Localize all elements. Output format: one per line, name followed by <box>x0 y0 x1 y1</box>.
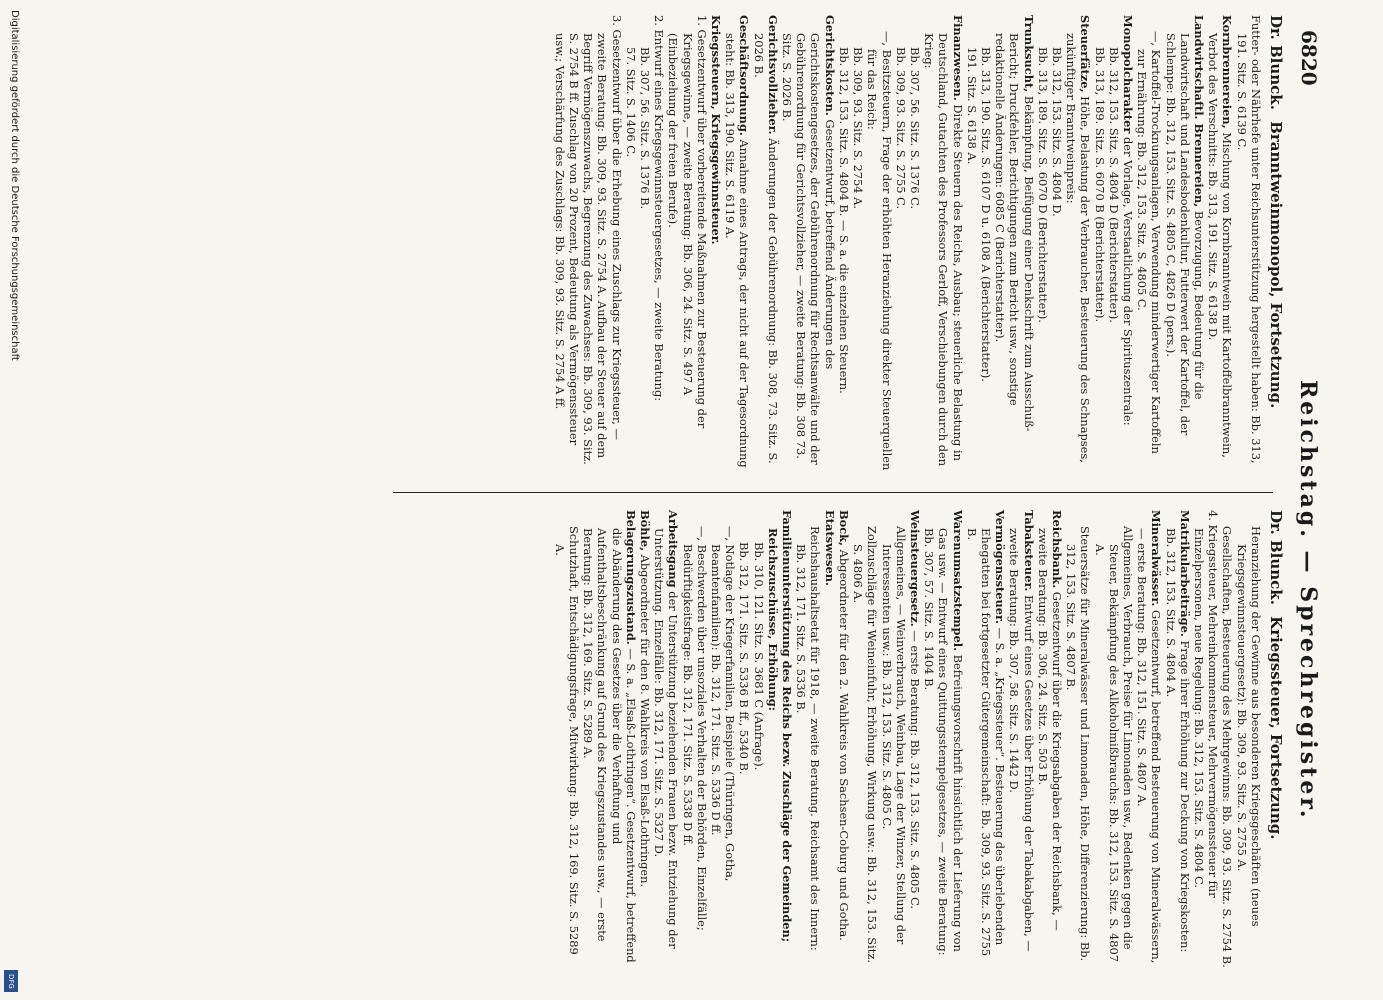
entry-text: Bb. 310, 121. Sitz. S. 3681 C (Anfrage). <box>751 542 766 771</box>
entry-text: —, Beschwerden über unsoziales Verhalten der Behörden, Einzelfälle; Bedürftigkeitsfrage: Bb. 312, 171. Sitz. S. 5338 D ff. <box>680 526 709 931</box>
entry-text: —, Notlage der Kriegerfamilien, Beispiele (Thüringen, Gotha, Beamtenfamilien): Bb. 312, 171. Sitz. S. 5336 D ff. <box>709 526 738 882</box>
entry-text: Bb. 307, 56. Sitz. S. 1376 C. <box>907 47 922 210</box>
speaker-name: Dr. Blunck. <box>1267 15 1285 110</box>
index-entry <box>908 510 922 970</box>
entry-text: Bb. 307, 56. Sitz. S. 1376 B. <box>638 47 653 210</box>
index-entry <box>1036 15 1050 475</box>
entry-text: 57. Sitz. S. 1406 C. <box>623 47 638 158</box>
entry-keyword: Landwirtschaftl. Brennereien, <box>1191 15 1206 208</box>
entry-keyword: Finanzwesen. <box>950 15 965 101</box>
entry-text: 1. Gesetzentwurf über vorbereitende Maßnahmen zur Besteuerung der Kriegsgewinne, — zweite Beratung: Bb. 306, 24. Sitz. S. 497 A (Einbeziehung der freien Berufe). <box>666 15 709 429</box>
index-entry <box>823 510 837 970</box>
right-entry-list <box>553 510 1263 970</box>
index-entry <box>666 15 709 475</box>
index-entry <box>624 15 638 475</box>
entry-keyword: Gerichtsvollzieher. <box>765 15 780 135</box>
index-entry <box>837 510 851 970</box>
index-entry <box>652 15 666 475</box>
topic-title: Kriegssteuer, Fortsetzung. <box>1267 616 1285 840</box>
page-number: 6820 <box>1297 30 1321 86</box>
index-entry <box>908 15 922 475</box>
entry-text: Reichshaushaltsetat für 1918, — zweite Beratung. Reichsamt des Innern: Bb. 312, 171. Sitz. S. 5336 B. <box>794 526 823 951</box>
entry-text: —, Kartoffel-Trocknungsanlagen, Verwendung minderwertiger Kartoffeln zur Ernährung: Bb. 312, 153. Sitz. S. 4805 C. <box>1135 31 1164 454</box>
index-entry <box>680 510 708 970</box>
entry-text: Bb. 313, 189. Sitz. S. 6070 B (Berichterstatter). <box>1092 47 1107 323</box>
entry-text: der Vorlage, Verstaatlichung der Spirituszentrale: <box>1120 133 1135 426</box>
entry-keyword: Böhle, <box>638 510 653 552</box>
index-entry <box>1007 510 1035 970</box>
running-title: Reichstag. — Sprechregister. <box>1295 380 1321 821</box>
entry-text: Allgemeines, Verbrauch, Preise für Limonaden usw., Bedenken gegen die Steuer, Bekämpfung des Alkoholmißbrauchs: Bb. 312, 153. Sitz. S. 4807 A. <box>1092 526 1135 962</box>
entry-text: Steuersätze für Mineralwässer und Limonaden, Höhe, Differenzierung: Bb. 312, 153. Sitz. S. 4807 B. <box>1064 526 1093 962</box>
entry-text: Direkte Steuern des Reichs, Ausbau; steuerliche Belastung in Deutschland, Gutachten des Professors Gerloff, Verschiebungen durch den Krieg: <box>922 33 965 467</box>
entry-keyword: Geschäftsordnung. <box>737 15 752 136</box>
index-entry <box>894 15 908 475</box>
left-column <box>553 15 1283 475</box>
index-entry <box>865 15 893 475</box>
index-entry <box>1220 510 1234 970</box>
index-entry <box>851 510 879 970</box>
entry-keyword: Warenumsatzstempel. <box>950 510 965 652</box>
entry-text: 191. Sitz. S. 6138 A. <box>964 47 979 165</box>
index-entry <box>1135 510 1163 970</box>
entry-text: Bb. 313, 190. Sitz. S. 6107 D u. 6108 A (Berichterstatter). <box>978 47 993 382</box>
entry-text: 3. Gesetzentwurf über die Erhebung eines Zuschlags zur Kriegssteuer, — zweite Beratung: Bb. 309, 93. Sitz. S. 2754 A. Aufbau der Steuer auf dem Begriff Vermögenszuwachs, Begrenzung des Zuwachses: Bb. 309, 93. Sitz. S. 2754 B ff. Zuschlag von 20 Prozent, Bedeutung als Vermögenssteuer usw.; Verschärfung des Zuschlags: Bb. 309, 93. Sitz. S. 2754 A ff. <box>552 15 624 465</box>
entry-keyword: Etatswesen. <box>822 510 837 586</box>
index-entry <box>1092 510 1135 970</box>
entry-text: Gesetzentwurf, betreffend Besteuerung von Mineralwässern, — erste Beratung: Bb. 312, 151. Sitz. S. 4807 A. <box>1135 528 1164 964</box>
entry-text: Frage ihrer Erhöhung zur Deckung von Kriegskosten: Bb. 312, 153. Sitz. S. 4804 A. <box>1163 528 1192 953</box>
entry-keyword: Kriegssteuern, Kriegsgewinnsteuer. <box>709 15 724 245</box>
index-entry <box>766 510 794 970</box>
index-entry <box>993 15 1036 475</box>
entry-keyword: Familienunterstützung des Reichs bezw. Zuschläge der Gemeinden; Reichszuschüsse, Erhöhung: <box>765 510 795 943</box>
entry-text: Bb. 309, 93. Sitz. S. 2754 A. <box>851 47 866 209</box>
entry-text: Bb. 309, 93. Sitz. S. 2755 C. <box>893 47 908 210</box>
index-entry <box>652 510 680 970</box>
entry-keyword: Trunksucht, <box>1021 15 1036 93</box>
entry-keyword: Monopolcharakter <box>1120 15 1135 134</box>
index-entry <box>922 15 965 475</box>
index-entry <box>1064 510 1092 970</box>
entry-text: Entwurf eines Gesetzes über Erhöhung der Tabakabgaben, — zweite Beratung: Bb. 307, 58. Sitz. S. 1442 D. <box>1007 528 1036 952</box>
entry-keyword: Bock, <box>836 510 851 547</box>
entry-text: Schutzhaft, Entschädigungsfrage, Mitwirkung: Bb. 312, 169. Sitz. S. 5289 A. <box>552 526 582 955</box>
index-entry <box>737 510 751 970</box>
entry-text: Allgemeines, — Weinverbrauch, Weinbau, Lage der Winzer, Stellung der Interessenten usw.: Bb. 312, 153. Sitz. S. 4805 C. <box>879 526 908 945</box>
entry-text: der Unterstützung beziehenden Frauen bezw. Entziehung der Unterstützung. Einzelfälle: Bb. 312, 171. Sitz. S. 5327 D. <box>652 528 681 949</box>
entry-keyword: Steuerfätze, <box>1078 15 1093 93</box>
entry-text: Heranziehung der Gewinne aus besonderen Kriegsgeschäften (neues Kriegsgewinnsteuergesetz): Bb. 309, 93. Sitz. S. 2755 A. <box>1234 526 1263 927</box>
index-entry <box>1192 510 1220 970</box>
index-entry <box>1064 15 1092 475</box>
index-entry <box>965 15 979 475</box>
index-entry <box>709 510 737 970</box>
index-entry <box>979 15 993 475</box>
entry-text: Abgeordneter für den 2. Wahlkreis von Sachsen-Coburg und Gotha. <box>836 546 851 941</box>
topic-title: Branntweinmonopol, Fortsetzung. <box>1267 121 1285 409</box>
index-entry <box>723 15 751 475</box>
entry-text: Bevorzugung, Bedeutung für die Landwirtschaft und Landesbodenkultur, Futterwert der Kartoffel, der Schlempe: Bb. 312, 153. Sitz. S. 4805 C, 4826 D (pers.). <box>1163 33 1206 436</box>
column-divider <box>393 492 1273 493</box>
index-entry <box>1107 15 1121 475</box>
index-entry <box>837 15 851 475</box>
entry-keyword: Mineralwässer. <box>1149 510 1164 607</box>
entry-text: Futter- oder Nährhefe unter Reichsunterstützung hergestellt haben: Bb. 313, 191. Sitz. S. 6139 C. <box>1234 15 1263 464</box>
speaker-name: Dr. Blunck. <box>1267 510 1285 605</box>
index-entry <box>751 15 779 475</box>
entry-keyword: Tabaksteuer. <box>1021 510 1036 592</box>
digitization-credit <box>6 10 20 990</box>
right-column <box>553 510 1283 970</box>
entry-keyword: Vermögenssteuer. <box>993 510 1008 624</box>
entry-keyword: Belagerungszustand. <box>623 510 638 645</box>
page-header <box>1283 0 1383 1000</box>
entry-text: — S. a. „Elsaß-Lothringen“. Gesetzentwurf, betreffend die Abänderung des Gesetzes über die Verhaftung und Aufenthaltsbeschränkung auf Grund des Kriegszustandes usw., — erste Beratung: Bb. 312, 169. Sitz. S. 5289 A. <box>581 528 638 963</box>
index-entry <box>1036 510 1064 970</box>
entry-text: Mischung von Kornbranntwein mit Kartoffelbranntwein, Verbot des Verschnitts: Bb. 313, 191. Sitz. S. 6138 D. <box>1206 33 1235 458</box>
index-entry <box>1206 15 1234 475</box>
entry-text: Befreiungsvorschrift hinsichtlich der Lieferung von Gas usw. — Entwurf eines Quittungsstempelgesetzes, — zweite Beratung: Bb. 307, 57. Sitz. S. 1404 B. <box>922 528 965 956</box>
index-entry <box>1050 15 1064 475</box>
index-entry <box>581 510 638 970</box>
left-entry-list <box>553 15 1263 475</box>
index-entry <box>851 15 865 475</box>
entry-text: Änderungen der Gebührenordnung: Bb. 308, 73. Sitz. S. 2026 B. <box>751 33 780 464</box>
entry-text: Gesetzentwurf, betreffend Änderungen des Gerichtskostengesetzes, der Gebührenordnung für Rechtsanwälte und der Gebührenordnung für Gerichtsvollzieher, — zweite Beratung: Bb. 308 73. Sitz. S. 2026 B. <box>780 33 837 465</box>
entry-text: Gesellschaften, Besteuerung des Mehrgewinns: Bb. 309, 93. Sitz. S. 2754 B. <box>1220 526 1235 968</box>
entry-text: —, Besitzsteuern, Frage der erhöhten Heranziehung direkter Steuerquellen für das Reich: <box>865 31 894 471</box>
entry-text: 2. Entwurf eines Kriegsgewinnsteuergesetzes, — zweite Beratung: <box>652 15 667 402</box>
entry-text: Bb. 312, 153. Sitz. S. 4804 B. — S. a. die einzelnen Steuern. <box>836 47 851 394</box>
index-entry <box>553 15 624 475</box>
entry-text: Höhe, Belastung der Verbraucher, Besteuerung des Schnapses, zukünftiger Branntweinpreis: <box>1064 33 1093 463</box>
index-entry <box>922 510 965 970</box>
index-entry <box>1163 510 1191 970</box>
entry-text: 4. Kriegssteuer, Mehreinkommensteuer, Mehrvermögenssteuer für Einzelpersonen, neue Regelung: Bb. 312, 153. Sitz. S. 4804 C. <box>1191 510 1221 898</box>
dfg-logo-icon: DFG <box>4 970 18 992</box>
entry-text: Zollzuschläge für Weineinfuhr, Erhöhung, Wirkung usw.: Bb. 312, 153. Sitz. S. 4806 A. <box>851 526 880 963</box>
index-entry <box>751 510 765 970</box>
entry-text: — erste Beratung: Bb. 312, 153. Sitz. S. 4805 C. <box>907 626 922 910</box>
index-entry <box>1121 15 1135 475</box>
entry-text: Gesetzentwurf über die Kriegsabgaben der Reichsbank, — zweite Beratung: Bb. 306, 24. Sitz. S. 503 B. <box>1035 528 1064 931</box>
entry-text: Bekämpfung, Beifügung einer Denkschrift zum Ausschuß-Bericht; Druckfehler, Berichtigungen zum Bericht usw., sonstige redaktionelle Änderungen: 6085 C (Berichterstatter). <box>993 33 1036 432</box>
entry-text: Bb. 312, 171. Sitz. S. 5336 B ff., 5340 B. <box>737 542 752 775</box>
entry-text: Annahme eines Antrags, der nicht auf der Tagesordnung steht: Bb. 313, 190. Sitz. S. 6119 A. <box>723 33 752 468</box>
index-entry <box>638 510 652 970</box>
index-entry <box>1234 510 1262 970</box>
index-entry <box>553 510 581 970</box>
entry-keyword: Arbeitsgang <box>666 510 681 588</box>
index-entry <box>1163 15 1206 475</box>
index-entry <box>1092 15 1106 475</box>
index-entry <box>1234 15 1262 475</box>
entry-keyword: Kornbrennereien, <box>1220 15 1235 129</box>
entry-text: Bb. 312, 153. Sitz. S. 4804 D. <box>1049 47 1064 217</box>
credit-text: Digitalisierung gefördert durch die Deutsche Forschungsgemeinschaft <box>9 10 20 361</box>
entry-keyword: Weinsteuergesetz. <box>907 510 922 627</box>
entry-text: Bb. 313, 189. Sitz. S. 6070 D (Berichterstatter). <box>1035 47 1050 323</box>
entry-keyword: Matrikularbeiträge. <box>1177 510 1192 637</box>
index-entry <box>879 510 907 970</box>
entry-keyword: Gerichtskosten. <box>822 15 837 116</box>
index-entry <box>965 510 1008 970</box>
entry-text: — S. a. „Kriegssteuer“. Besteuerung des überlebenden Ehegatten bei fortgesetzter Gütergemeinschaft: Bb. 309, 93. Sitz. S. 2755 B. <box>964 528 1008 957</box>
entry-text: Bb. 312, 153. Sitz. S. 4804 D (Berichterstatter). <box>1106 47 1121 323</box>
index-entry <box>794 510 822 970</box>
index-entry <box>780 15 837 475</box>
index-entry <box>1135 15 1163 475</box>
index-entry <box>709 15 723 475</box>
index-entry <box>638 15 652 475</box>
entry-text: Abgeordneter für den 8. Wahlkreis von Elsaß-Lothringen. <box>638 551 653 888</box>
left-column-heading <box>1269 15 1283 475</box>
entry-keyword: Reichsbank. <box>1049 510 1064 589</box>
right-column-heading <box>1269 510 1283 970</box>
